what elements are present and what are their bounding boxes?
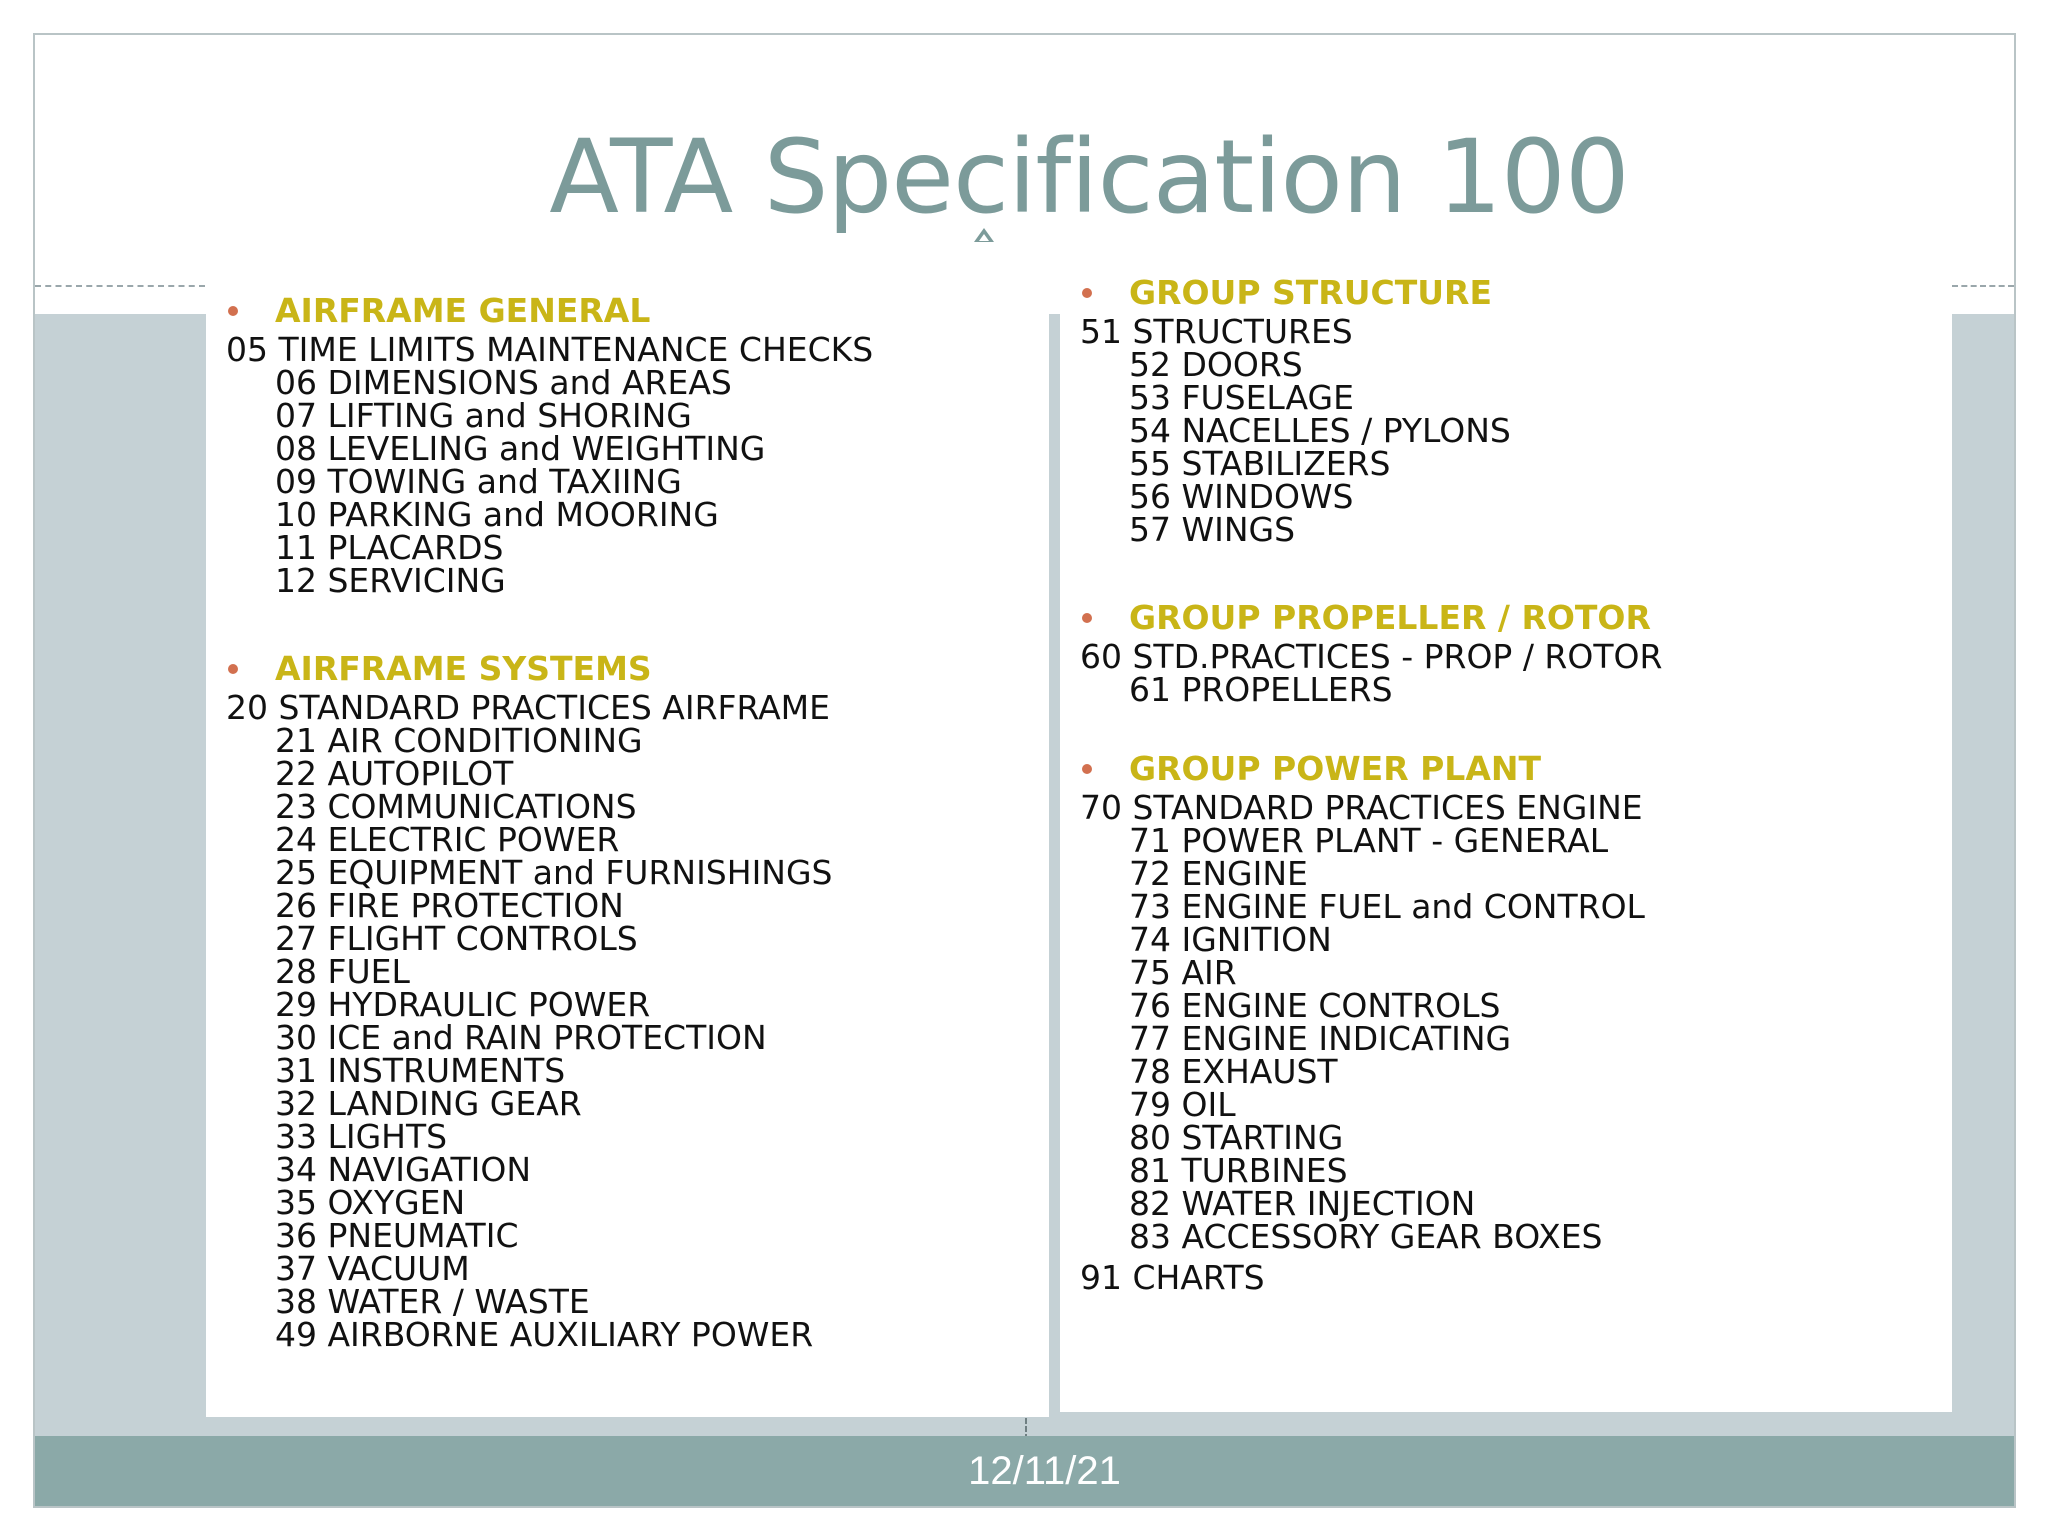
section-heading-text: GROUP PROPELLER / ROTOR (1129, 598, 1651, 637)
list-item: 37 VACUUM (275, 1249, 470, 1288)
list-item: 23 COMMUNICATIONS (275, 787, 637, 826)
list-item: 31 INSTRUMENTS (275, 1051, 566, 1090)
bullet-icon (1082, 764, 1092, 774)
section-heading-group-propeller-rotor (1080, 597, 1662, 639)
list-item: 72 ENGINE (1129, 854, 1308, 893)
list-item: 49 AIRBORNE AUXILIARY POWER (275, 1315, 814, 1354)
list-item: 36 PNEUMATIC (275, 1216, 519, 1255)
section-gap (226, 597, 873, 648)
list-item: 73 ENGINE FUEL and CONTROL (1129, 887, 1645, 926)
section-heading-text: AIRFRAME SYSTEMS (275, 649, 652, 688)
list-item: 54 NACELLES / PYLONS (1129, 411, 1511, 450)
list-item-lead: 05 TIME LIMITS MAINTENANCE CHECKS (226, 330, 874, 369)
section-heading-text: AIRFRAME GENERAL (275, 291, 651, 330)
list-item: 55 STABILIZERS (1129, 444, 1391, 483)
list-item: 29 HYDRAULIC POWER (275, 985, 651, 1024)
list-item: 25 EQUIPMENT and FURNISHINGS (275, 853, 833, 892)
list-item: 32 LANDING GEAR (275, 1084, 582, 1123)
list-item: 26 FIRE PROTECTION (275, 886, 624, 925)
list-item: 35 OXYGEN (275, 1183, 466, 1222)
list-item: 38 WATER / WASTE (275, 1282, 590, 1321)
bullet-icon (1082, 288, 1092, 298)
list-item: 34 NAVIGATION (275, 1150, 532, 1189)
list-item: 27 FLIGHT CONTROLS (275, 919, 638, 958)
section-heading-text: GROUP STRUCTURE (1129, 273, 1492, 312)
list-item: 28 FUEL (275, 952, 410, 991)
list-item: 53 FUSELAGE (1129, 378, 1354, 417)
list-item: 30 ICE and RAIN PROTECTION (275, 1018, 767, 1057)
list-item: 33 LIGHTS (275, 1117, 448, 1156)
list-item-lead: 60 STD.PRACTICES - PROP / ROTOR (1080, 637, 1663, 676)
placeholder-border-left (35, 285, 205, 287)
section-heading-airframe-general (226, 290, 873, 332)
list-item: 12 SERVICING (275, 561, 506, 600)
list-item: 09 TOWING and TAXIING (275, 462, 682, 501)
list-item: 71 POWER PLANT - GENERAL (1129, 821, 1609, 860)
section-heading-text: GROUP POWER PLANT (1129, 749, 1541, 788)
list-item: 56 WINDOWS (1129, 477, 1354, 516)
list-item-lead: 20 STANDARD PRACTICES AIRFRAME (226, 688, 830, 727)
resize-handle-inner (979, 234, 989, 241)
list-item: 52 DOORS (1129, 345, 1303, 384)
footer-band (35, 1436, 2014, 1506)
list-item: 82 WATER INJECTION (1129, 1184, 1476, 1223)
list-item: 77 ENGINE INDICATING (1129, 1019, 1512, 1058)
list-item: 81 TURBINES (1129, 1151, 1348, 1190)
bullet-icon (228, 306, 238, 316)
list-item: 76 ENGINE CONTROLS (1129, 986, 1501, 1025)
left-column[interactable] (226, 290, 874, 1354)
list-item: 08 LEVELING and WEIGHTING (275, 429, 766, 468)
footer-date: 12/11/21 (968, 1449, 1121, 1493)
bullet-icon (1082, 613, 1092, 623)
list-item: 83 ACCESSORY GEAR BOXES (1129, 1217, 1603, 1256)
list-item: 80 STARTING (1129, 1118, 1344, 1157)
list-item-lead: 51 STRUCTURES (1080, 312, 1353, 351)
list-item-lead: 70 STANDARD PRACTICES ENGINE (1080, 788, 1643, 827)
list-item: 24 ELECTRIC POWER (275, 820, 620, 859)
slide-title: ATA Specification 100 (549, 118, 1629, 237)
list-item: 11 PLACARDS (275, 528, 504, 567)
list-item: 06 DIMENSIONS and AREAS (275, 363, 732, 402)
list-item: 78 EXHAUST (1129, 1052, 1338, 1091)
bullet-icon (228, 664, 238, 674)
list-item-lead: 91 CHARTS (1080, 1258, 1265, 1297)
section-heading-group-structure (1080, 272, 1662, 314)
list-item: 74 IGNITION (1129, 920, 1332, 959)
list-item: 75 AIR (1129, 953, 1237, 992)
list-item: 61 PROPELLERS (1129, 670, 1393, 709)
placeholder-border-right (1952, 285, 2014, 287)
list-item: 07 LIFTING and SHORING (275, 396, 692, 435)
section-gap (1080, 546, 1662, 597)
list-item: 57 WINGS (1129, 510, 1296, 549)
list-item: 21 AIR CONDITIONING (275, 721, 643, 760)
list-item: 79 OIL (1129, 1085, 1236, 1124)
section-heading-airframe-systems (226, 648, 873, 690)
section-gap (1080, 706, 1662, 748)
list-item: 10 PARKING and MOORING (275, 495, 719, 534)
list-item: 22 AUTOPILOT (275, 754, 514, 793)
section-heading-group-power-plant (1080, 748, 1662, 790)
right-column[interactable] (1080, 272, 1663, 1297)
